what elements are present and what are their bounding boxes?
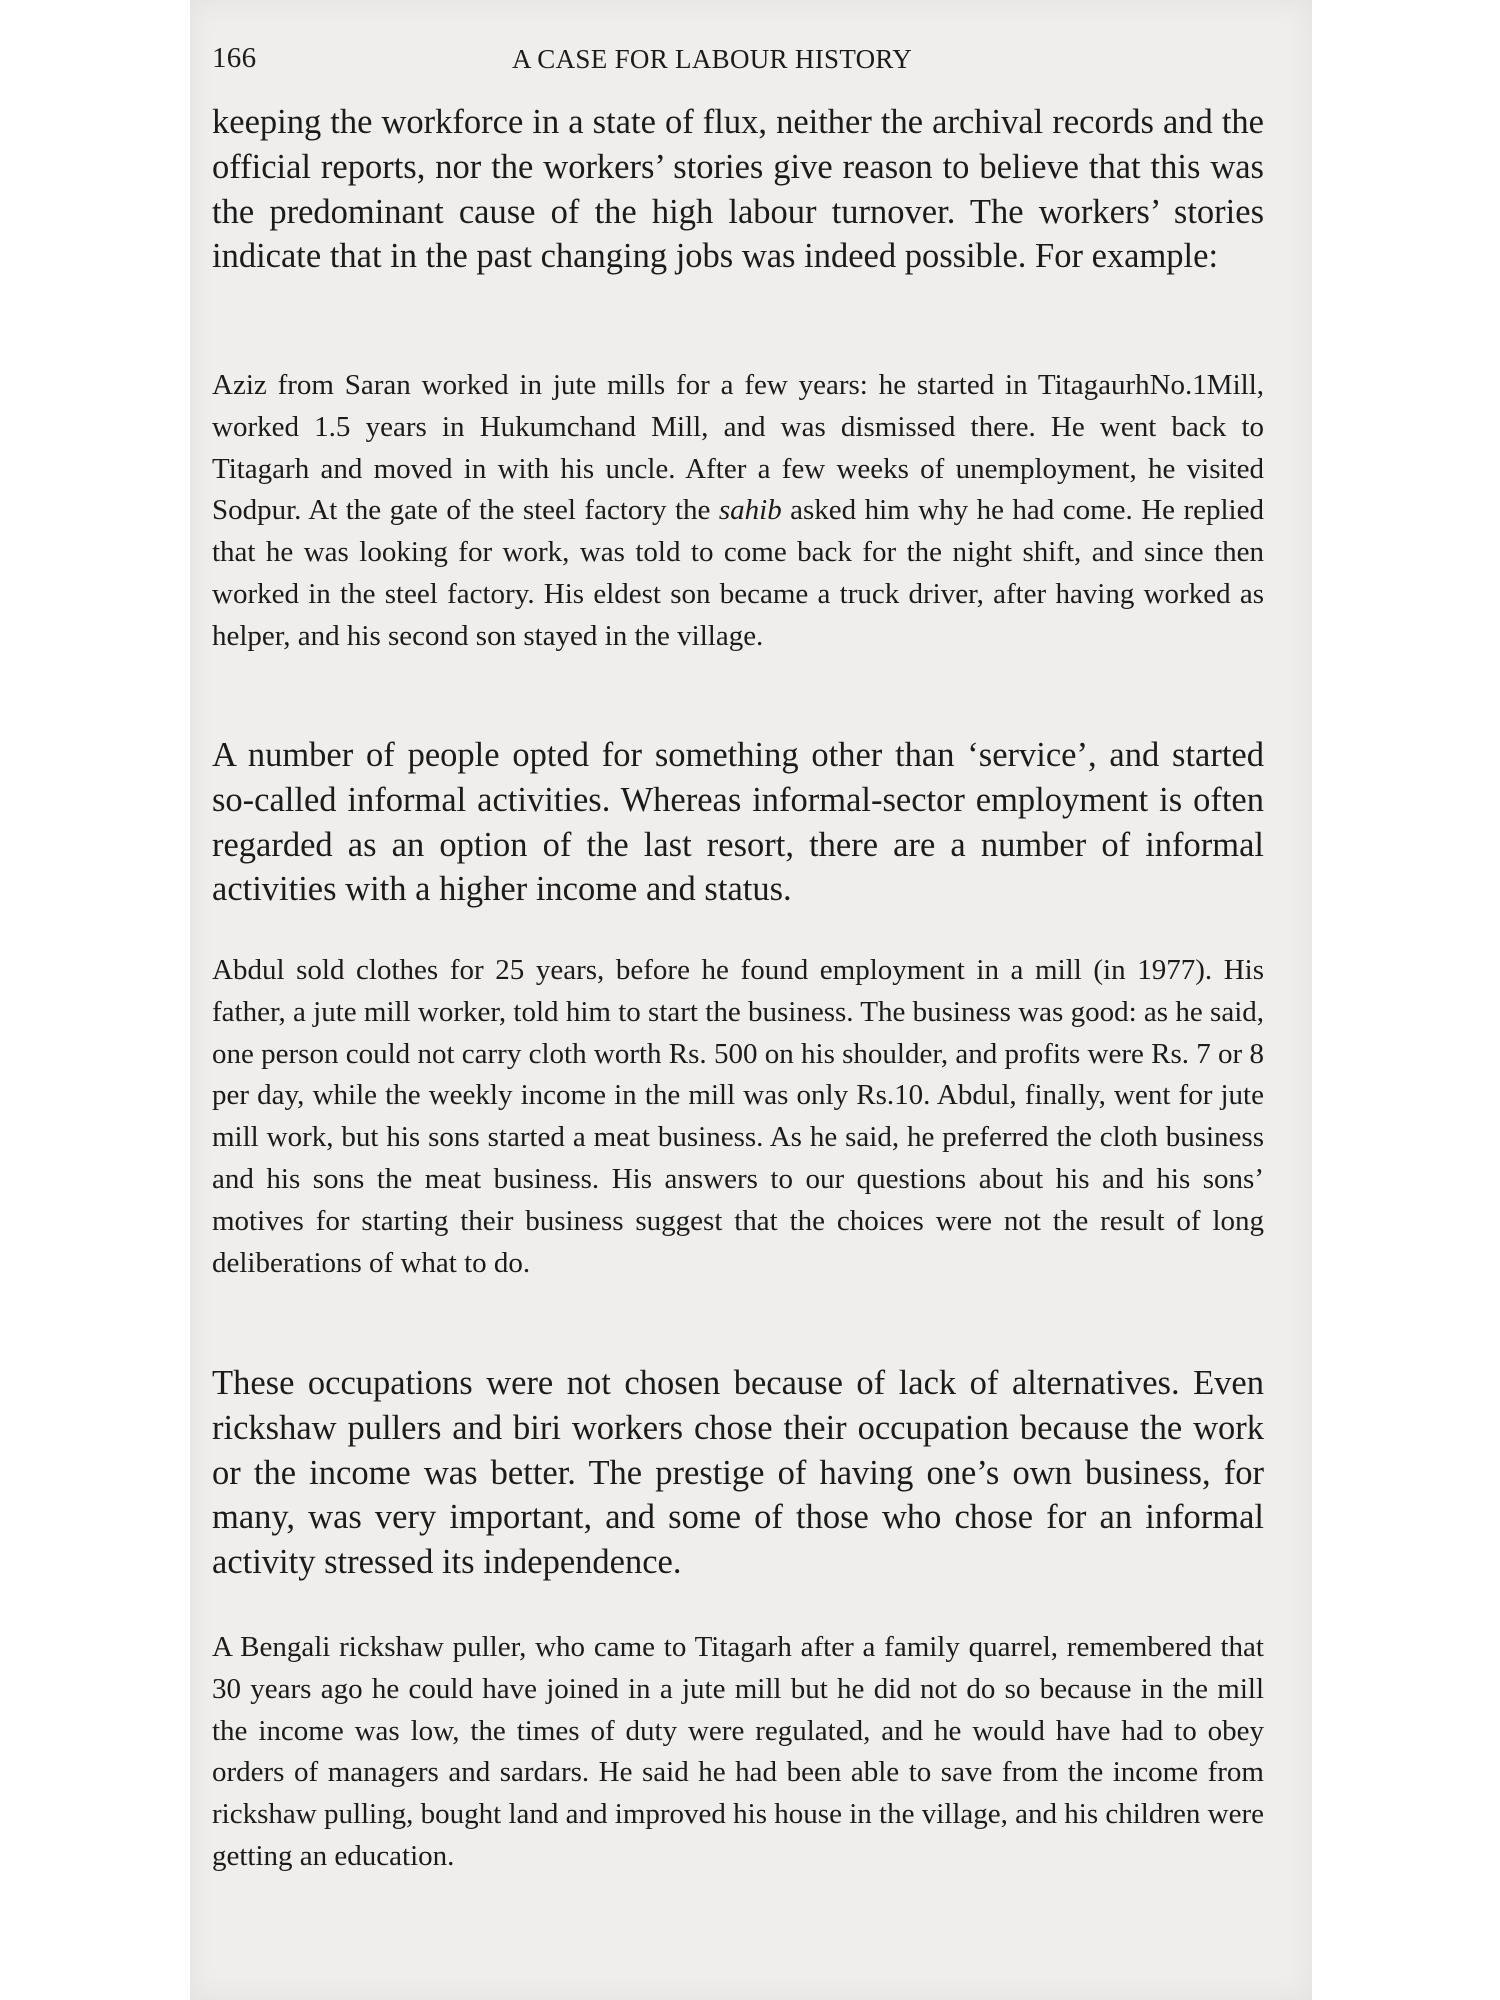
quote-text-part: asked him why he had come. He replied that he was looking for work, was told to come back for the night shift, and since then worked in the steel factory. His eldest son became a truck driver, after having worked as helper, and his second son stayed in the village. <box>212 494 1264 652</box>
quote-aziz <box>212 365 1264 658</box>
quote-text: Abdul sold clothes for 25 years, before he found employment in a mill (in 1977). His father, a jute mill worker, told him to start the business. The business was good: as he said, one person could not carry cloth worth Rs. 500 on his shoulder, and profits were Rs. 7 or 8 per day, while the weekly income in the mill was only Rs.10. Abdul, finally, went for jute mill work, but his sons started a meat business. As he said, he preferred the cloth business and his sons the meat business. His answers to our questions about his and his sons’ motives for starting their business suggest that the choices were not the result of long deliberations of what to do. <box>212 954 1264 1279</box>
quote-text-part: Aziz from Saran worked in jute mills for a few years: he started in TitagaurhNo.1Mill, worked 1.5 years in Hukumchand Mill, and was dismissed there. He went back to Titagarh and moved in with his uncle. After a few weeks of unemployment, he visited Sodpur. At the gate of the steel factory the <box>212 369 1264 527</box>
emphasis-sahib: sahib <box>718 494 782 527</box>
paragraph-text: keeping the workforce in a state of flux, neither the archival records and the official reports, nor the workers’ stories give reason to believe that this was the predominant cause of the high labour turnover. The workers’ stories indicate that in the past changing jobs was indeed possible. For example: <box>212 103 1264 276</box>
quote-text: A Bengali rickshaw puller, who came to Titagarh after a family quarrel, remembered that 30 years ago he could have joined in a jute mill but he did not do so because in the mill the income was low, the times of duty were regulated, and he would have had to obey orders of managers and sardars. He said he had been able to save from the income from rickshaw pulling, bought land and improved his house in the village, and his children were getting an education. <box>212 1631 1264 1872</box>
quote-rickshaw-puller <box>212 1627 1264 1878</box>
paragraph-intro <box>212 100 1264 279</box>
paragraph-informal-activities <box>212 733 1264 912</box>
paragraph-text: These occupations were not chosen because of lack of alternatives. Even rickshaw pullers and biri workers chose their occupation because the work or the income was better. The prestige of having one’s own business, for many, was very important, and some of those who chose for an informal activity stressed its independence. <box>212 1364 1264 1582</box>
paragraph-text: A number of people opted for something other than ‘service’, and started so-called informal activities. Whereas informal-sector employment is often regarded as an option of the last resort, there are a number of informal activities with a higher income and status. <box>212 736 1264 909</box>
running-head: A CASE FOR LABOUR HISTORY <box>511 44 913 74</box>
quote-text <box>212 365 1264 658</box>
paragraph-occupations <box>212 1361 1264 1585</box>
quote-abdul <box>212 950 1264 1284</box>
page-number: 166 <box>212 42 257 74</box>
book-page <box>190 0 1312 2000</box>
